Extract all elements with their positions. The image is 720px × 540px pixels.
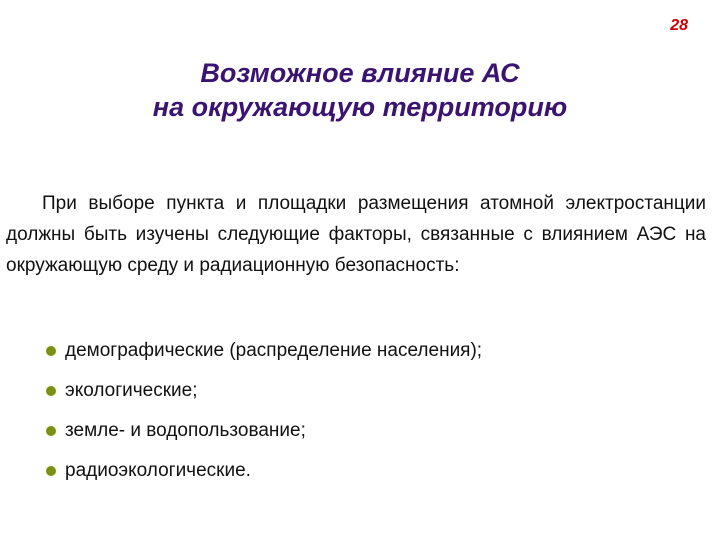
bullet-dot-icon [46,386,56,396]
slide-title-line-1: Возможное влияние АС [200,58,520,88]
bullet-dot-icon [46,346,56,356]
list-item-text: радиоэкологические. [65,460,251,481]
intro-paragraph: При выборе пункта и площадки размещения атомной электростанции должны быть изучены следующие факторы, связанные с влиянием АЭС на окружающую среду и радиационную безопасность: [6,193,706,276]
page-number: 28 [670,17,688,34]
list-item [46,451,482,491]
slide-title-line-2: на окружающую территорию [152,92,568,122]
list-item-text: земле- и водопользование; [65,420,306,441]
list-item [46,371,482,411]
bullet-dot-icon [46,426,56,436]
list-item-text: экологические; [65,380,198,401]
factors-list [46,331,482,491]
bullet-dot-icon [46,466,56,476]
slide-title [0,56,720,124]
list-item [46,411,482,451]
list-item-text: демографические (распределение населения); [65,340,483,361]
list-item [46,331,482,371]
